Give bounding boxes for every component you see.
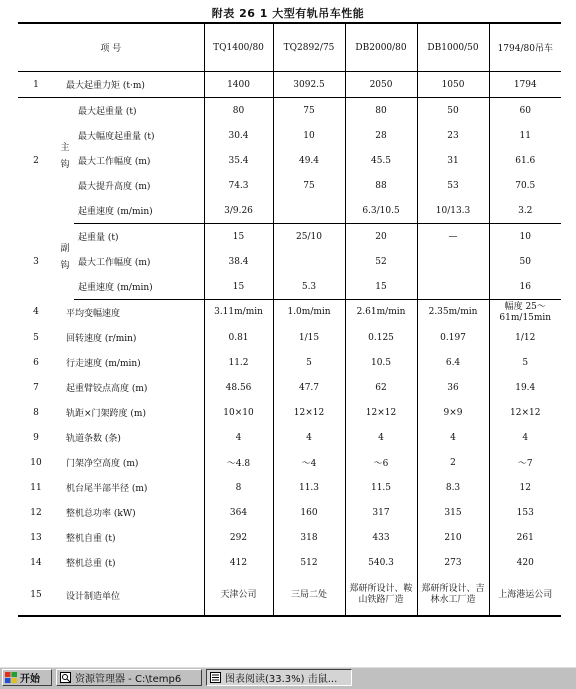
table-row	[18, 525, 561, 550]
header-model-cell: 1794/80吊车	[489, 23, 561, 72]
table-row	[18, 123, 561, 148]
value-cell: 4	[417, 425, 489, 450]
row-label-cell: 机台尾半部半径 (m)	[66, 484, 148, 494]
value-cell: 75	[273, 98, 345, 124]
value-cell: 6.4	[417, 350, 489, 375]
value-cell: 12	[489, 475, 561, 500]
value-cell	[417, 249, 489, 274]
row-label-cell: 平均变幅速度	[66, 309, 121, 319]
row-number-cell: 9	[33, 432, 39, 443]
value-cell: 364	[204, 500, 273, 525]
row-label-cell: 最大提升高度 (m)	[78, 182, 151, 192]
row-label-cell: 整机总功率 (kW)	[66, 509, 136, 519]
row-label-cell: 门架净空高度 (m)	[66, 459, 139, 469]
value-cell: 47.7	[273, 375, 345, 400]
row-label-cell: 整机自重 (t)	[66, 534, 116, 544]
windows-logo-icon	[5, 672, 17, 683]
row-label-cell: 起重速度 (m/min)	[74, 198, 204, 224]
header-model-cell: TQ1400/80	[204, 23, 273, 72]
value-cell: 三局二处	[273, 575, 345, 616]
row-number-cell: 3	[33, 256, 39, 267]
taskbar-button-explorer[interactable]	[56, 669, 202, 686]
value-cell: 12×12	[489, 400, 561, 425]
value-cell: 15	[204, 224, 273, 250]
value-cell: 11.3	[273, 475, 345, 500]
document-viewer-icon	[210, 672, 221, 683]
value-cell: 郑研所设计、吉林水工厂造	[417, 575, 489, 616]
value-cell: 天津公司	[204, 575, 273, 616]
value-cell: 273	[417, 550, 489, 575]
value-cell: 3092.5	[273, 72, 345, 98]
value-cell: 80	[345, 98, 417, 124]
row-label-cell: 最大幅度起重量 (t)	[78, 132, 155, 142]
value-cell: 210	[417, 525, 489, 550]
value-cell: 52	[345, 249, 417, 274]
header-model-cell: DB2000/80	[345, 23, 417, 72]
table-row	[18, 148, 561, 173]
value-cell: 10.5	[345, 350, 417, 375]
value-cell: 61.6	[489, 148, 561, 173]
taskbar-button-viewer[interactable]	[206, 669, 352, 686]
value-cell: ～7	[489, 450, 561, 475]
row-label-cell: 轨距×门架跨度 (m)	[66, 409, 146, 419]
value-cell: 11	[489, 123, 561, 148]
table-row	[18, 249, 561, 274]
value-cell: 75	[273, 173, 345, 198]
value-cell: 317	[345, 500, 417, 525]
group-label-cell	[54, 98, 74, 224]
table-row	[18, 425, 561, 450]
value-cell: 8	[204, 475, 273, 500]
row-number-cell: 5	[33, 332, 39, 343]
value-cell: 28	[345, 123, 417, 148]
explorer-icon	[60, 672, 71, 683]
value-cell: 160	[273, 500, 345, 525]
table-title: 附表 26 1 大型有轨吊车性能	[211, 7, 365, 20]
table-row	[18, 475, 561, 500]
value-cell: 4	[273, 425, 345, 450]
value-cell: 上海港运公司	[489, 575, 561, 616]
value-cell: 15	[204, 274, 273, 300]
value-cell: 45.5	[345, 148, 417, 173]
value-cell: 4	[204, 425, 273, 450]
row-number-cell: 8	[33, 407, 39, 418]
table-row	[18, 575, 561, 616]
value-cell: 9×9	[417, 400, 489, 425]
value-cell: —	[417, 224, 489, 250]
value-cell: 50	[489, 249, 561, 274]
value-cell: 11.5	[345, 475, 417, 500]
value-cell: 5.3	[273, 274, 345, 300]
value-cell: 2.61m/min	[345, 300, 417, 326]
value-cell: 48.56	[204, 375, 273, 400]
header-model-cell: DB1000/50	[417, 23, 489, 72]
value-cell: 2	[417, 450, 489, 475]
value-cell: 292	[204, 525, 273, 550]
value-cell: 幅度 25～61m/15min	[489, 300, 561, 326]
table-row	[18, 173, 561, 198]
value-cell: 5	[273, 350, 345, 375]
value-cell: 35.4	[204, 148, 273, 173]
row-number-cell: 15	[18, 575, 54, 616]
row-number-cell: 2	[33, 155, 39, 166]
table-row	[18, 198, 561, 224]
value-cell: 20	[345, 224, 417, 250]
value-cell: 0.81	[204, 325, 273, 350]
table-row	[18, 72, 561, 98]
row-label-cell: 回转速度 (r/min)	[66, 334, 137, 344]
value-cell: 38.4	[204, 249, 273, 274]
value-cell: 315	[417, 500, 489, 525]
group-label-cell	[54, 224, 74, 300]
row-number-cell: 14	[30, 557, 42, 568]
value-cell: 12×12	[273, 400, 345, 425]
row-label-cell: 设计制造单位	[54, 575, 204, 616]
value-cell: 0.125	[345, 325, 417, 350]
value-cell	[273, 249, 345, 274]
value-cell: ～6	[345, 450, 417, 475]
value-cell	[417, 274, 489, 300]
row-label-cell: 最大工作幅度 (m)	[78, 157, 151, 167]
value-cell: 10	[273, 123, 345, 148]
value-cell: 15	[345, 274, 417, 300]
row-label-cell: 最大起重量 (t)	[78, 107, 137, 117]
value-cell: 50	[417, 98, 489, 124]
row-number-cell: 12	[30, 507, 42, 518]
table-row	[18, 300, 561, 326]
value-cell: 31	[417, 148, 489, 173]
value-cell: 5	[489, 350, 561, 375]
value-cell: 10×10	[204, 400, 273, 425]
row-label-cell: 起重速度 (m/min)	[74, 274, 204, 300]
value-cell: 30.4	[204, 123, 273, 148]
row-number-cell: 10	[30, 457, 42, 468]
row-label-cell: 起重臂铰点高度 (m)	[66, 384, 148, 394]
value-cell: 4	[489, 425, 561, 450]
value-cell: 1/12	[489, 325, 561, 350]
value-cell: 1.0m/min	[273, 300, 345, 326]
taskbar-button-label: 资源管理器 - C:\temp6	[75, 674, 182, 685]
value-cell: 0.197	[417, 325, 489, 350]
row-number-cell: 1	[18, 72, 54, 98]
value-cell: 60	[489, 98, 561, 124]
value-cell: 1794	[489, 72, 561, 98]
table-row	[18, 325, 561, 350]
value-cell: ～4.8	[204, 450, 273, 475]
value-cell: 2.35m/min	[417, 300, 489, 326]
table-row	[18, 500, 561, 525]
row-label-cell: 最大工作幅度 (m)	[78, 258, 151, 268]
value-cell: 10/13.3	[417, 198, 489, 224]
table-row	[18, 350, 561, 375]
table-header-row	[18, 23, 561, 72]
value-cell: 420	[489, 550, 561, 575]
value-cell: 6.3/10.5	[345, 198, 417, 224]
performance-table	[18, 22, 561, 617]
table-row	[18, 274, 561, 300]
value-cell: 19.4	[489, 375, 561, 400]
row-label-cell: 行走速度 (m/min)	[66, 359, 141, 369]
value-cell	[273, 198, 345, 224]
table-row	[18, 375, 561, 400]
value-cell: 74.3	[204, 173, 273, 198]
row-label-cell: 起重量 (t)	[78, 233, 119, 243]
value-cell: 540.3	[345, 550, 417, 575]
start-label: 开始	[20, 674, 40, 685]
value-cell: 318	[273, 525, 345, 550]
value-cell: 3.11m/min	[204, 300, 273, 326]
group-label: 副钩	[58, 243, 69, 277]
row-label-cell: 最大起重力矩 (t·m)	[54, 72, 204, 98]
value-cell: 4	[345, 425, 417, 450]
row-label-cell: 整机总重 (t)	[66, 559, 116, 569]
value-cell: ～4	[273, 450, 345, 475]
value-cell: 1400	[204, 72, 273, 98]
value-cell: 11.2	[204, 350, 273, 375]
value-cell: 16	[489, 274, 561, 300]
row-number-cell: 7	[33, 382, 39, 393]
value-cell: 3/9.26	[204, 198, 273, 224]
value-cell: 1/15	[273, 325, 345, 350]
value-cell: 412	[204, 550, 273, 575]
value-cell: 433	[345, 525, 417, 550]
row-number-cell: 13	[30, 532, 42, 543]
value-cell: 53	[417, 173, 489, 198]
value-cell: 3.2	[489, 198, 561, 224]
value-cell: 49.4	[273, 148, 345, 173]
header-model-cell: TQ2892/75	[273, 23, 345, 72]
row-label-cell: 轨道条数 (条)	[66, 434, 121, 444]
table-row	[18, 400, 561, 425]
value-cell: 512	[273, 550, 345, 575]
table-row	[18, 450, 561, 475]
group-label: 主钩	[58, 142, 69, 177]
row-number-cell: 4	[33, 307, 39, 318]
value-cell: 261	[489, 525, 561, 550]
value-cell: 153	[489, 500, 561, 525]
value-cell: 10	[489, 224, 561, 250]
taskbar	[0, 666, 576, 689]
value-cell: 23	[417, 123, 489, 148]
value-cell: 80	[204, 98, 273, 124]
value-cell: 12×12	[345, 400, 417, 425]
value-cell: 36	[417, 375, 489, 400]
value-cell: 88	[345, 173, 417, 198]
table-row	[18, 98, 561, 124]
value-cell: 62	[345, 375, 417, 400]
value-cell: 郑研所设计、鞍山铁路厂造	[345, 575, 417, 616]
taskbar-button-label: 图表阅读(33.3%) 击鼠...	[225, 674, 338, 685]
value-cell: 25/10	[273, 224, 345, 250]
start-button[interactable]	[2, 669, 52, 686]
value-cell: 2050	[345, 72, 417, 98]
value-cell: 8.3	[417, 475, 489, 500]
row-number-cell: 6	[33, 357, 39, 368]
row-number-cell: 11	[30, 482, 42, 493]
table-row	[18, 224, 561, 250]
value-cell: 1050	[417, 72, 489, 98]
table-row	[18, 550, 561, 575]
value-cell: 70.5	[489, 173, 561, 198]
header-item-cell: 项 号	[18, 23, 204, 72]
